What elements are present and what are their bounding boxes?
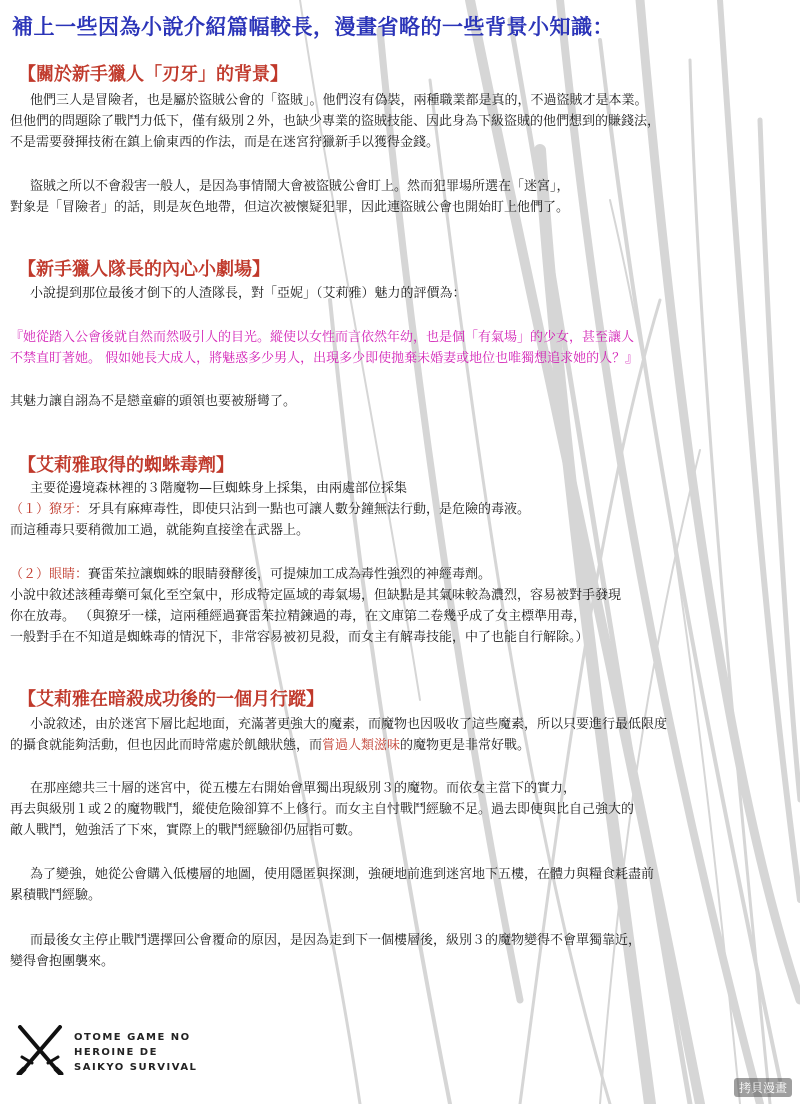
crossed-swords-icon [16,1025,64,1075]
paragraph-line: 小說中敘述該種毒藥可氣化至空氣中，形成特定區域的毒氣場，但缺點是其氣味較為濃烈，容易被對手發現 [10,588,622,603]
watermark: 拷貝漫畫 [734,1078,792,1097]
paragraph-line: 而這種毒只要稍微加工過，就能夠直接塗在武器上。 [10,523,310,538]
paragraph-line: （２）眼睛：賽雷茱拉讓蜘蛛的眼睛發酵後，可提煉加工成為毒性強烈的神經毒劑。 [10,567,492,582]
section-heading-3: 【艾莉雅取得的蜘蛛毒劑】 [18,455,234,476]
logo-title-line: OTOME GAME NO [74,1032,191,1043]
paragraph-line: 盜賊之所以不會殺害一般人，是因為事情鬧大會被盜賊公會盯上。然而犯罪場所選在「迷宮」， [30,179,570,194]
paragraph-line: 小說敘述，由於迷宮下層比起地面，充滿著更強大的魔素，而魔物也因吸收了這些魔素，所以只要進行最低限度 [30,717,668,732]
section-heading-4: 【艾莉雅在暗殺成功後的一個月行蹤】 [18,689,324,710]
paragraph-line: （１）獠牙：牙具有麻痺毒性，即使只沾到一點也可讓人數分鐘無法行動，是危險的毒液。 [10,502,531,517]
paragraph-line: 累積戰鬥經驗。 [10,888,102,903]
paragraph-line: 但他們的問題除了戰鬥力低下，僅有級別２外，也缺少專業的盜賊技能、因此身為下級盜賊的他們想到的賺錢法， [10,114,661,129]
highlight-text: 嘗過人類滋味 [322,738,401,753]
paragraph-line: 的攝食就能夠活動，但也因此而時常處於飢餓狀態，而嘗過人類滋味的魔物更是非常好戰。 [10,738,531,753]
paragraph-line: 敵人戰鬥，勉強活了下來，實際上的戰鬥經驗卻仍屈指可數。 [10,823,362,838]
section-heading-1: 【關於新手獵人「刃牙」的背景】 [18,64,288,85]
paragraph-line: 為了變強，她從公會購入低樓層的地圖，使用隱匿與探測，強硬地前進到迷宮地下五樓，在體力與糧食耗盡前 [30,867,655,882]
paragraph-line: 變得會抱團襲來。 [10,954,115,969]
section-heading-2: 【新手獵人隊長的內心小劇場】 [18,259,270,280]
paragraph-line: 他們三人是冒險者，也是屬於盜賊公會的「盜賊」。他們沒有偽裝，兩種職業都是真的，不過盜賊才是本業。 [30,93,648,108]
logo-title-line: SAIKYO SURVIVAL [74,1062,198,1073]
logo-title-line: HEROINE DE [74,1047,158,1058]
paragraph-line: 主要從邊境森林裡的３階魔物—巨蜘蛛身上採集，由兩處部位採集 [30,481,408,496]
paragraph-line: 再去與級別１或２的魔物戰鬥，縱使危險卻算不上修行。而女主自忖戰鬥經驗不足。過去即便與比自己強大的 [10,802,635,817]
fang-label: （１）獠牙： [10,502,89,517]
page-title: 補上一些因為小說介紹篇幅較長，漫畫省略的一些背景小知識： [12,15,614,39]
paragraph-line: 小說提到那位最後才倒下的人渣隊長，對「亞妮」（艾莉雅）魅力的評價為： [30,286,466,301]
quote-line: 不禁直盯著她。 假如她長大成人，將魅惑多少男人，出現多少即使拋棄未婚妻或地位也唯獨想追求她的人？』 [10,351,639,366]
paragraph-line: 在那座總共三十層的迷宮中，從五樓左右開始會單獨出現級別３的魔物。而依女主當下的實力， [30,781,577,796]
eye-label: （２）眼睛： [10,567,89,582]
paragraph-line: 一般對手在不知道是蜘蛛毒的情況下，非常容易被初見殺，而女主有解毒技能，中了也能自行解除。） [10,630,589,645]
quote-line: 『她從踏入公會後就自然而然吸引人的目光。縱使以女性而言依然年幼，也是個「有氣場」的少女，甚至讓人 [10,330,635,345]
paragraph-line: 你在放毒。 （與獠牙一樣，這兩種經過賽雷茱拉精鍊過的毒，在文庫第二卷幾乎成了女主標準用毒， [10,609,587,624]
paragraph-line: 而最後女主停止戰鬥選擇回公會覆命的原因，是因為走到下一個樓層後，級別３的魔物變得不會單獨靠近， [30,933,642,948]
paragraph-line: 其魅力讓自詡為不是戀童癖的頭領也要被掰彎了。 [10,394,297,409]
paragraph-line: 不是需要發揮技術在鎮上偷東西的作法，而是在迷宮狩獵新手以獲得金錢。 [10,135,440,150]
paragraph-line: 對象是「冒險者」的話，則是灰色地帶，但這次被懷疑犯罪，因此連盜賊公會也開始盯上他們了。 [10,200,570,215]
